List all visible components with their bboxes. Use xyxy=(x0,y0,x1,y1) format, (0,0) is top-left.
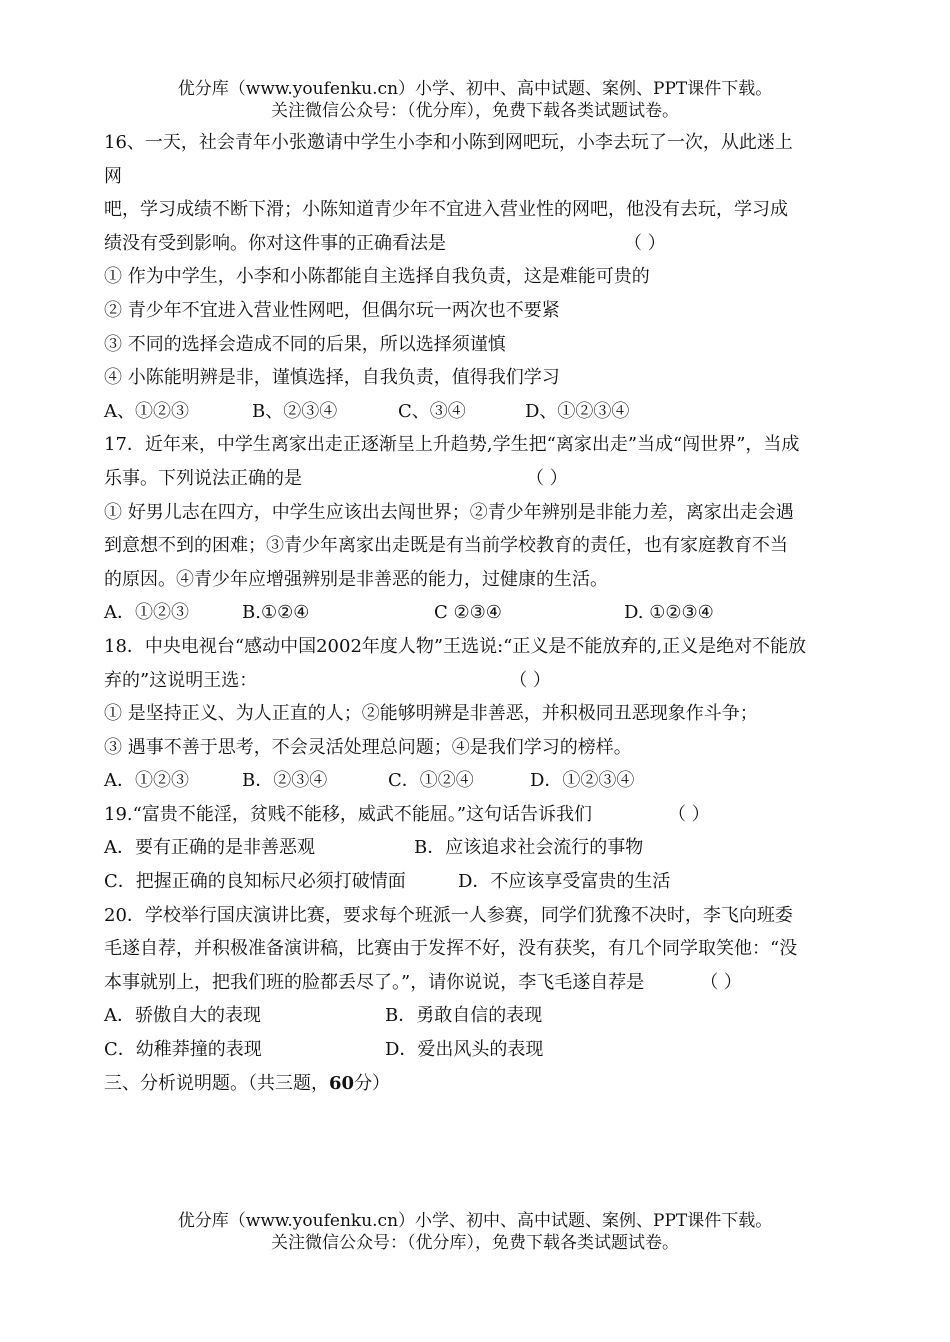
q16-option-d: D、①②③④ xyxy=(525,400,630,422)
q20-stem: 本事就别上，把我们班的脸都丢尽了。”，请你说说，李飞毛遂自荐是 xyxy=(104,971,645,993)
q19-option-a: A．要有正确的是非善恶观 xyxy=(104,837,315,859)
q18-option-b: B．②③④ xyxy=(242,770,328,792)
q19-options-row-1 xyxy=(104,831,864,865)
q16-option-c: C、③④ xyxy=(398,400,466,422)
section-3-score: 60 xyxy=(329,1072,355,1094)
footer-line-1: 优分库（www.youfenku.cn）小学、初中、高中试题、案例、PPT课件下载。 xyxy=(177,1211,773,1231)
q17-line-1: 17．近年来，中学生离家出走正逐渐呈上升趋势,学生把“离家出走”当成“闯世界”，当成 xyxy=(104,434,800,456)
q17-answer-blank: （ ） xyxy=(526,467,568,489)
q16-options xyxy=(104,395,864,429)
q18-option-d: D．①②③④ xyxy=(530,770,635,792)
q20-options-row-1 xyxy=(104,999,864,1033)
q16-statement-4: ④ 小陈能明辨是非，谨慎选择，自我负责，值得我们学习 xyxy=(104,367,560,389)
q17-option-c: C ②③④ xyxy=(434,602,502,624)
q16-line-2: 网 xyxy=(104,165,122,187)
page-header xyxy=(0,78,950,122)
q19-line-1 xyxy=(104,798,864,832)
q16-option-b: B、②③④ xyxy=(252,400,338,422)
q17-line-4: 到意想不到的困难；③青少年离家出走既是有当前学校教育的责任，也有家庭教育不当 xyxy=(104,535,788,557)
q19-option-c: C．把握正确的良知标尺必须打破情面 xyxy=(104,871,406,893)
q16-statement-2: ② 青少年不宜进入营业性网吧，但偶尔玩一两次也不要紧 xyxy=(104,299,560,321)
q18-stem: 弃的”这说明王选： xyxy=(104,669,258,691)
q19-options-row-2 xyxy=(104,865,864,899)
section-3-heading xyxy=(104,1067,864,1101)
q19-answer-blank: （ ） xyxy=(668,803,710,825)
q20-line-1: 20．学校举行国庆演讲比赛，要求每个班派一人参赛，同学们犹豫不决时，李飞向班委 xyxy=(104,904,793,926)
page-footer xyxy=(0,1210,950,1254)
q17-option-a: A．①②③ xyxy=(104,602,189,624)
section-3-title: 三、分析说明题。（共三题， xyxy=(104,1072,329,1094)
q18-line-4: ③ 遇事不善于思考，不会灵活处理总问题；④是我们学习的榜样。 xyxy=(104,736,632,758)
q20-line-2: 毛遂自荐，并积极准备演讲稿，比赛由于发挥不好，没有获奖，有几个同学取笑他：“没 xyxy=(104,938,798,960)
q18-answer-blank: （ ） xyxy=(509,669,551,691)
q20-line-3 xyxy=(104,966,864,1000)
q20-option-d: D．爱出风头的表现 xyxy=(385,1039,544,1061)
q18-line-1: 18．中央电视台“感动中国2002年度人物”王选说:“正义是不能放弃的,正义是绝对不能放 xyxy=(104,635,807,657)
q17-option-d: D. ①②③④ xyxy=(624,602,714,624)
q17-line-3: ① 好男儿志在四方，中学生应该出去闯世界；②青少年辨别是非能力差，离家出走会遇 xyxy=(104,501,794,523)
footer-line-2: 关注微信公众号：（优分库），免费下载各类试题试卷。 xyxy=(271,1233,679,1253)
question-body xyxy=(104,126,864,1100)
q20-options-row-2 xyxy=(104,1033,864,1067)
q16-statement-1: ① 作为中学生，小李和小陈都能自主选择自我负责，这是难能可贵的 xyxy=(104,266,650,288)
q20-answer-blank: （ ） xyxy=(700,971,742,993)
q16-stem: 绩没有受到影响。你对这件事的正确看法是 xyxy=(104,232,446,254)
q20-option-a: A．骄傲自大的表现 xyxy=(104,1005,261,1027)
q18-options xyxy=(104,764,864,798)
q17-stem: 乐事。下列说法正确的是 xyxy=(104,467,302,489)
q17-line-2 xyxy=(104,462,864,496)
q20-option-b: B．勇敢自信的表现 xyxy=(385,1005,543,1027)
q17-options xyxy=(104,596,864,630)
q18-line-2 xyxy=(104,664,864,698)
q19-option-b: B．应该追求社会流行的事物 xyxy=(414,837,644,859)
header-line-1: 优分库（www.youfenku.cn）小学、初中、高中试题、案例、PPT课件下载。 xyxy=(177,79,773,99)
q16-option-a: A、①②③ xyxy=(104,400,189,422)
q18-option-c: C．①②④ xyxy=(388,770,474,792)
q17-option-b: B.①②④ xyxy=(242,602,310,624)
q19-option-d: D．不应该享受富贵的生活 xyxy=(458,871,671,893)
header-line-2: 关注微信公众号：（优分库），免费下载各类试题试卷。 xyxy=(271,101,679,121)
section-3-unit: 分） xyxy=(354,1072,391,1094)
q18-line-3: ① 是坚持正义、为人正直的人；②能够明辨是非善恶，并积极同丑恶现象作斗争； xyxy=(104,703,758,725)
q16-line-3: 吧，学习成绩不断下滑；小陈知道青少年不宜进入营业性的网吧，他没有去玩，学习成 xyxy=(104,199,788,221)
q16-answer-blank: （ ） xyxy=(624,232,666,254)
q18-option-a: A．①②③ xyxy=(104,770,189,792)
q20-option-c: C．幼稚莽撞的表现 xyxy=(104,1039,262,1061)
q19-stem: 19.“富贵不能淫，贫贱不能移，威武不能屈。”这句话告诉我们 xyxy=(104,803,593,825)
q17-line-5: 的原因。④青少年应增强辨别是非善恶的能力，过健康的生活。 xyxy=(104,568,608,590)
q16-statement-3: ③ 不同的选择会造成不同的后果，所以选择须谨慎 xyxy=(104,333,506,355)
q16-line-1: 16、一天，社会青年小张邀请中学生小李和小陈到网吧玩，小李去玩了一次，从此迷上 xyxy=(104,132,793,153)
q16-line-4 xyxy=(104,227,864,261)
